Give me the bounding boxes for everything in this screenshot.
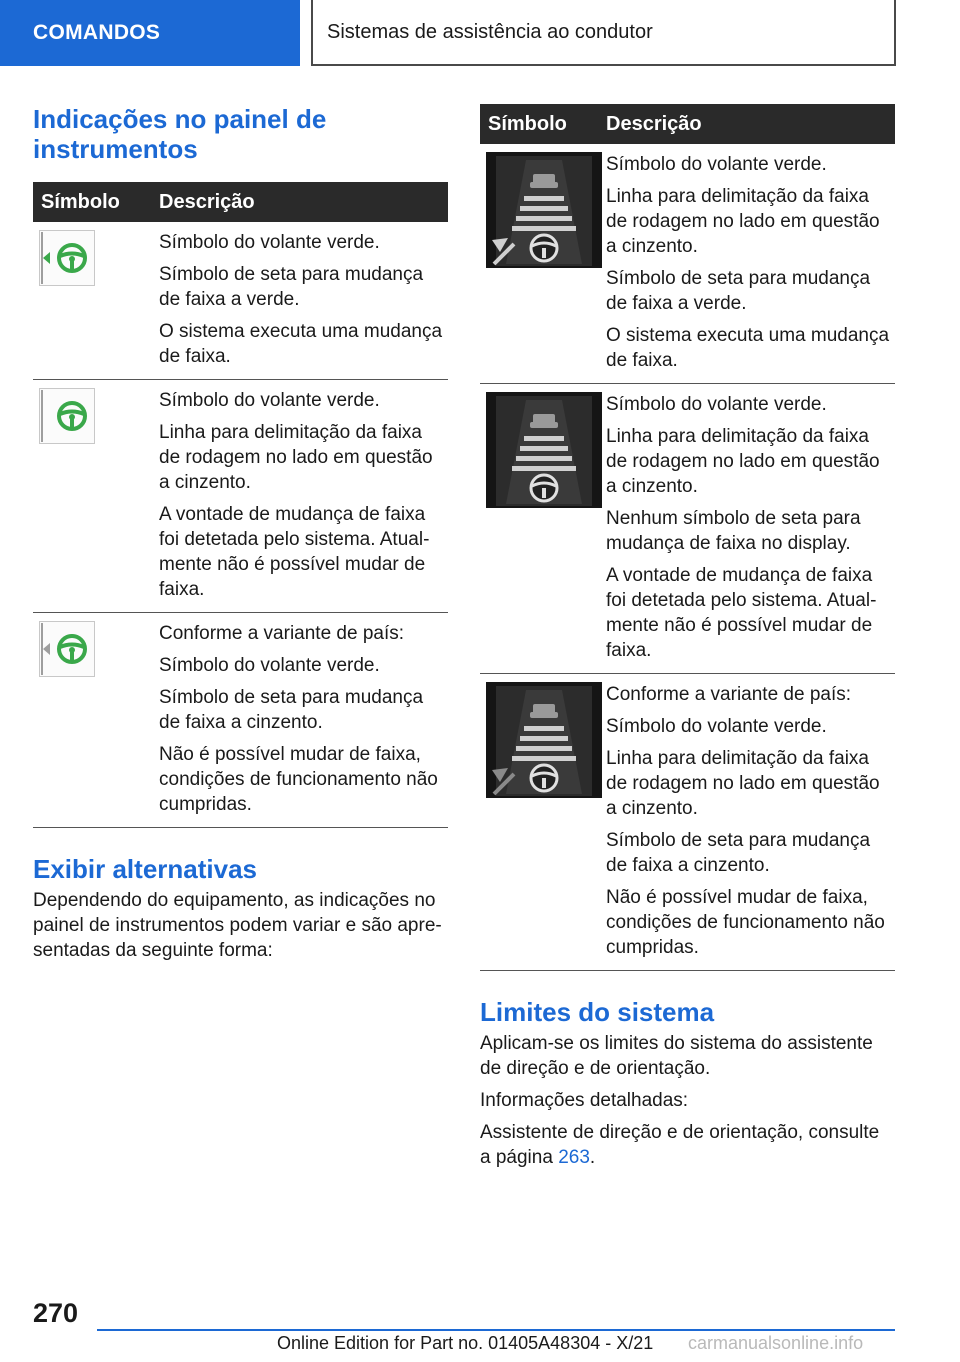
steering-wheel-lane-change-grey-icon (39, 621, 95, 677)
section-heading-limites: Limites do sistema (480, 997, 715, 1027)
lane-display-grey-arrow-icon (486, 682, 602, 798)
page-number: 270 (33, 1298, 79, 1328)
table-header-symbol: Símbolo (480, 104, 603, 144)
table-header-description: Descrição (156, 182, 448, 222)
edition-text: Online Edition for Part no. 01405A48304 - X/21 (277, 1333, 654, 1353)
footer-divider (97, 1329, 895, 1331)
section-heading-indicacoes: Indicações no painel de instrumentos (33, 104, 327, 164)
page-header (0, 0, 960, 66)
table-header-description: Descrição (603, 104, 895, 144)
section-heading-alternativas: Exibir alternativas (33, 854, 257, 884)
table-row: Símbolo do volante verde. Linha para delimitação da faixa de rodagem no lado em questão a cinzento. Símbolo de seta para mudança de faixa a verde. O sistema executa uma mudança de faixa. (480, 144, 895, 384)
symbol-table-left (33, 182, 448, 828)
watermark-text: carmanualsonline.info (688, 1333, 864, 1353)
table-row: Símbolo do volante verde. Linha para delimitação da faixa de rodagem no lado em questão a cinzento. A vontade de mudança de faixa foi detetada pelo sistema. Atualmente não é possível mudar de faixa. (33, 380, 448, 613)
alternatives-paragraph: Dependendo do equipamento, as indicações no painel de instrumentos podem variar e são apresentadas da seguinte forma: (33, 890, 442, 961)
table-row: Símbolo do volante verde. Linha para delimitação da faixa de rodagem no lado em questão a cinzento. Nenhum símbolo de seta para mudança de faixa no display. A vontade de mudança de faixa foi detetada pelo sistema. Atualmente não é possível mudar de faixa. (480, 384, 895, 674)
limits-paragraphs: Aplicam-se os limites do sistema do assistente de direção e de orientação. Informações detalhadas: Assistente de direção e de orientação, consulte a página 263. (480, 1033, 880, 1168)
steering-wheel-lane-change-green-icon (39, 230, 95, 286)
chapter-title: Sistemas de assistência ao condutor (311, 0, 896, 66)
table-row: Conforme a variante de país: Símbolo do volante verde. Linha para delimitação da faixa de rodagem no lado em questão a cinzento. Símbolo de seta para mudança de faixa a cinzento. Não é possível mudar de faixa, condições de funcionamento não cumpridas. (480, 674, 895, 971)
table-row: Conforme a variante de país: Símbolo do volante verde. Símbolo de seta para mudança de faixa a cinzento. Não é possível mudar de faixa, condições de funcionamento não cumpridas. (33, 613, 448, 828)
symbol-table-right (480, 104, 895, 971)
steering-wheel-lane-line-green-icon (39, 388, 95, 444)
lane-display-change-arrow-icon (486, 152, 602, 268)
lane-display-no-arrow-icon (486, 392, 602, 508)
page-reference-link[interactable]: 263 (558, 1147, 590, 1168)
table-row: Símbolo do volante verde. Símbolo de seta para mudança de faixa a verde. O sistema executa uma mudança de faixa. (33, 222, 448, 380)
right-column (480, 104, 895, 1177)
section-tab[interactable]: COMANDOS (0, 0, 300, 66)
table-header-symbol: Símbolo (33, 182, 156, 222)
left-column (33, 104, 448, 970)
